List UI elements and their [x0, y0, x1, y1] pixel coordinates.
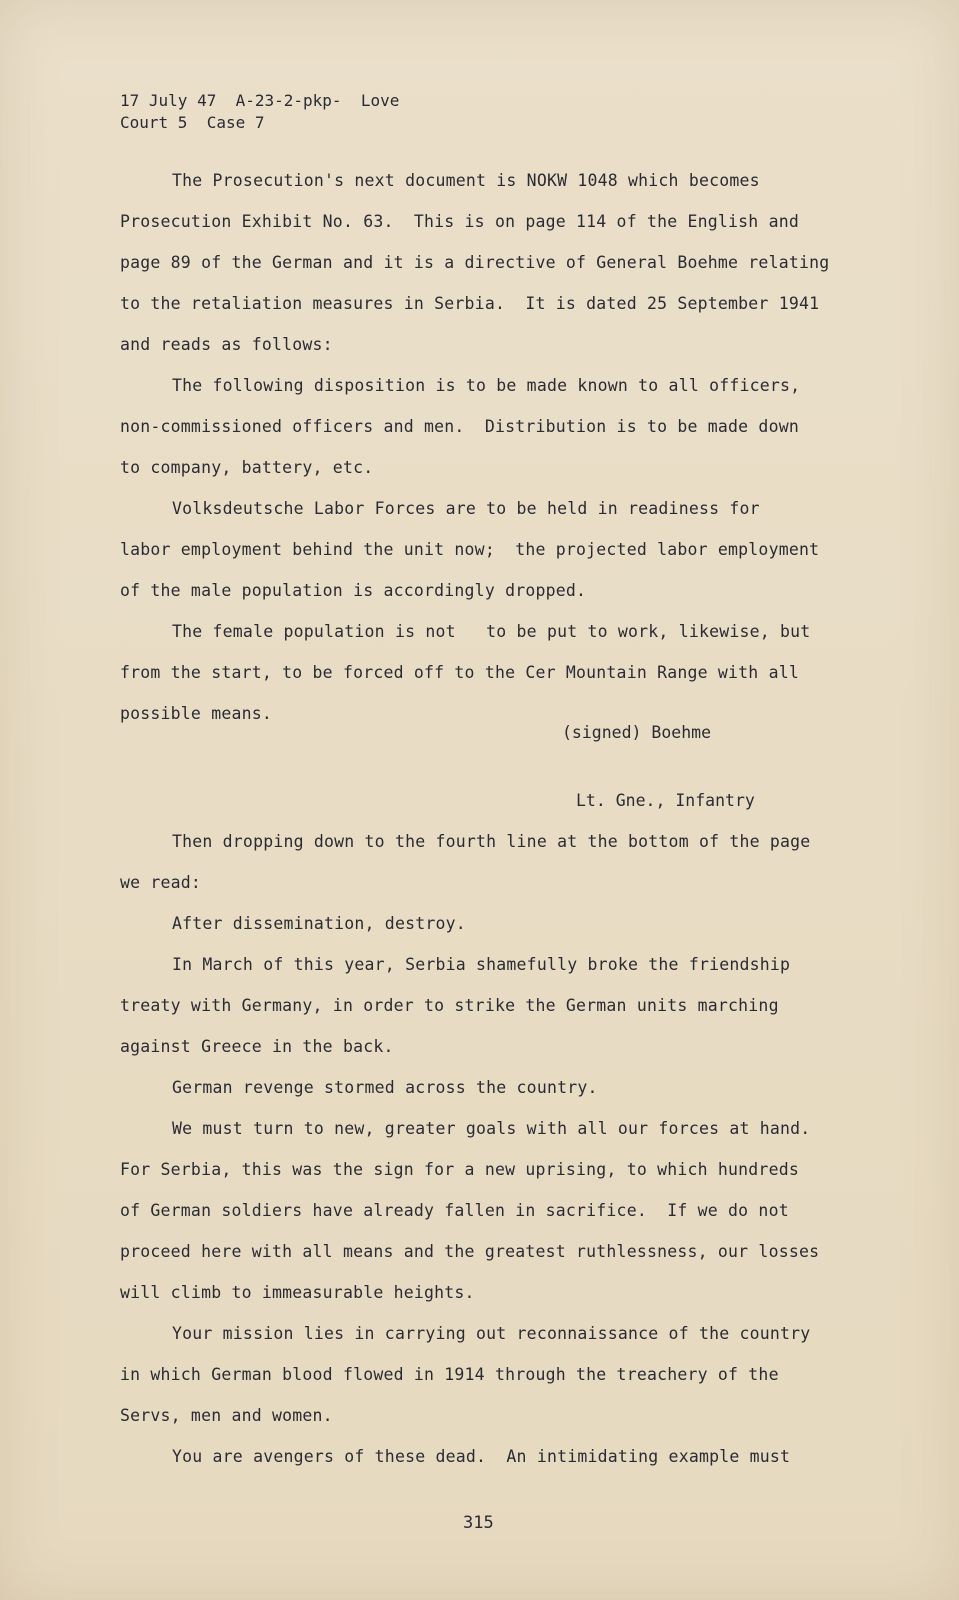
body-line: In March of this year, Serbia shamefully broke the friendship: [172, 955, 791, 974]
body-line: Prosecution Exhibit No. 63. This is on page 114 of the English and: [120, 212, 799, 231]
signature-line: (signed) Boehme: [562, 723, 712, 742]
body-line: will climb to immeasurable heights.: [120, 1283, 475, 1302]
body-line: The following disposition is to be made known to all officers,: [172, 376, 801, 395]
header-court-line: Court 5 Case 7: [120, 113, 265, 132]
body-line: non-commissioned officers and men. Distribution is to be made down: [120, 417, 799, 436]
body-line: in which German blood flowed in 1914 through the treachery of the: [120, 1365, 779, 1384]
body-line: we read:: [120, 873, 202, 892]
body-line: proceed here with all means and the greatest ruthlessness, our losses: [120, 1242, 820, 1261]
body-line: For Serbia, this was the sign for a new uprising, to which hundreds: [120, 1160, 799, 1179]
body-line: against Greece in the back.: [120, 1037, 394, 1056]
signature-rank: Lt. Gne., Infantry: [576, 791, 755, 810]
body-line: possible means.: [120, 704, 273, 723]
body-line: Servs, men and women.: [120, 1406, 333, 1425]
body-line: of German soldiers have already fallen in sacrifice. If we do not: [120, 1201, 789, 1220]
body-line: page 89 of the German and it is a directive of General Boehme relating: [120, 253, 830, 272]
body-line: After dissemination, destroy.: [172, 914, 466, 933]
body-line: and reads as follows:: [120, 335, 333, 354]
document-header: [120, 90, 399, 134]
body-line: of the male population is accordingly dropped.: [120, 581, 587, 600]
body-line: labor employment behind the unit now; the projected labor employment: [120, 540, 820, 559]
body-line: German revenge stormed across the country.: [172, 1078, 598, 1097]
body-line: to company, battery, etc.: [120, 458, 374, 477]
body-line: The female population is not to be put to work, likewise, but: [172, 622, 811, 641]
body-line: Then dropping down to the fourth line at the bottom of the page: [172, 832, 811, 851]
body-line: Your mission lies in carrying out reconnaissance of the country: [172, 1324, 811, 1343]
body-line: The Prosecution's next document is NOKW 1048 which becomes: [172, 171, 760, 190]
header-date-line: 17 July 47 A-23-2-pkp- Love: [120, 91, 400, 110]
body-line: from the start, to be forced off to the Cer Mountain Range with all: [120, 663, 799, 682]
page-number: 315: [463, 1513, 494, 1533]
body-line: You are avengers of these dead. An intimidating example must: [172, 1447, 791, 1466]
body-line: We must turn to new, greater goals with all our forces at hand.: [172, 1119, 811, 1138]
body-line: treaty with Germany, in order to strike the German units marching: [120, 996, 779, 1015]
body-line: Volksdeutsche Labor Forces are to be held in readiness for: [172, 499, 760, 518]
body-line: to the retaliation measures in Serbia. It is dated 25 September 1941: [120, 294, 820, 313]
